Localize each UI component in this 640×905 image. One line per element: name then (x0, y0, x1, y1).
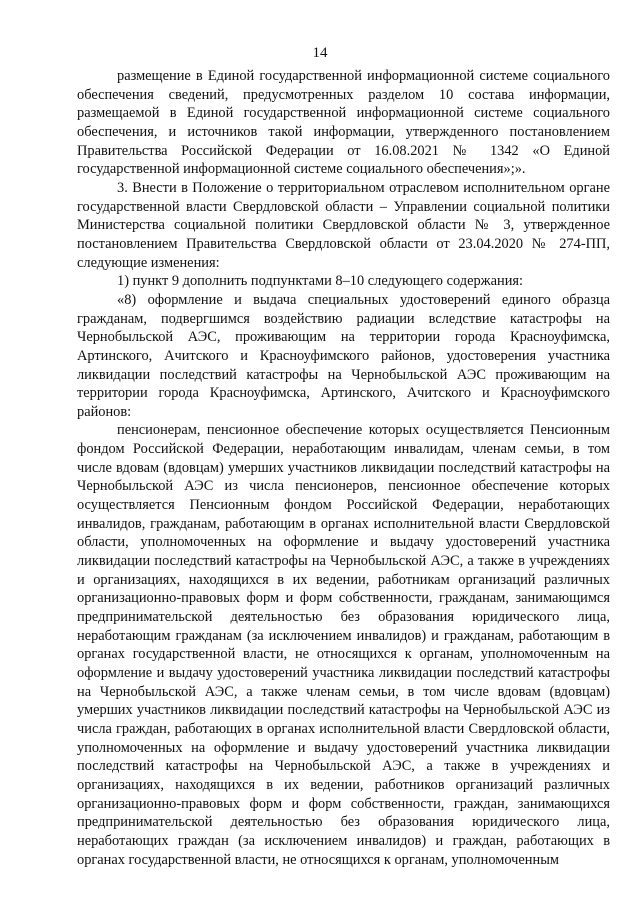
paragraph-subitem-1: 1) пункт 9 дополнить подпунктами 8–10 следующего содержания: (117, 273, 524, 290)
document-body (77, 67, 610, 869)
paragraph-subpoint-8: «8) оформление и выдача специальных удостоверений единого образца гражданам, подвергшимся воздействию радиации вследствие катастрофы на Чернобыльской АЭС, проживающим на территории города Красноуфимска, Артинского, Ачитского и Красноуфимского районов, удостоверения участника ликвидации последствий катастрофы на Чернобыльской АЭС проживающим на территории города Красноуфимска, Артинского, Ачитского и Красноуфимского районов: (77, 291, 610, 420)
paragraph-continuation: размещение в Единой государственной информационной системе социального обеспечения сведений, предусмотренных разделом 10 состава информации, размещаемой в Единой государственной информационной системе социального обеспечения, и источников такой информации, утвержденного постановлением Правительства Российской Федерации от 16.08.2021 № 1342 «О Единой государственной информационной системе социального обеспечения»;». (77, 68, 610, 178)
paragraph-pensioners: пенсионерам, пенсионное обеспечение которых осуществляется Пенсионным фондом Российской Федерации, неработающим инвалидам, членам семьи, в том числе вдовам (вдовцам) умерших участников ликвидации последствий катастрофы на Чернобыльской АЭС из числа пенсионеров, пенсионное обеспечение которых осуществляется Пенсионным фондом Российской Федерации, неработающих инвалидов, гражданам, работающим в органах исполнительной власти Свердловской области, уполномоченных на оформление и выдачу удостоверений участника ликвидации последствий катастрофы на Чернобыльской АЭС, а также в учреждениях и организациях, находящихся в их ведении, работникам организаций различных организационно-правовых форм и форм собственности, гражданам, занимающимся предпринимательской деятельностью без образования юридического лица, неработающим гражданам (за исключением инвалидов) и гражданам, работающим в органах государственной власти, не относящихся к органам, уполномоченным на оформление и выдачу удостоверений участника ликвидации последствий катастрофы на Чернобыльской АЭС, а также членам семьи, в том числе вдовам (вдовцам) умерших участников ликвидации последствий катастрофы на Чернобыльской АЭС из числа граждан, работающих в органах исполнительной власти Свердловской области, уполномоченных на оформление и выдачу удостоверений участника ликвидации последствий катастрофы на Чернобыльской АЭС, а также в учреждениях и организациях, находящихся в их ведении, работников организаций различных организационно-правовых форм и форм собственности, граждан, занимающихся предпринимательской деятельностью без образования юридического лица, неработающих граждан (за исключением инвалидов) и граждан, работающих в органах государственной власти, не относящихся к органам, уполномоченным (77, 422, 610, 868)
paragraph-item-3: 3. Внести в Положение о территориальном отраслевом исполнительном органе государственной власти Свердловской области – Управлении социальной политики Министерства социальной политики Свердловской области № 3, утвержденное постановлением Правительства Свердловской области от 23.04.2020 № 274-ПП, следующие изменения: (77, 179, 610, 271)
page-number: 14 (312, 45, 328, 61)
